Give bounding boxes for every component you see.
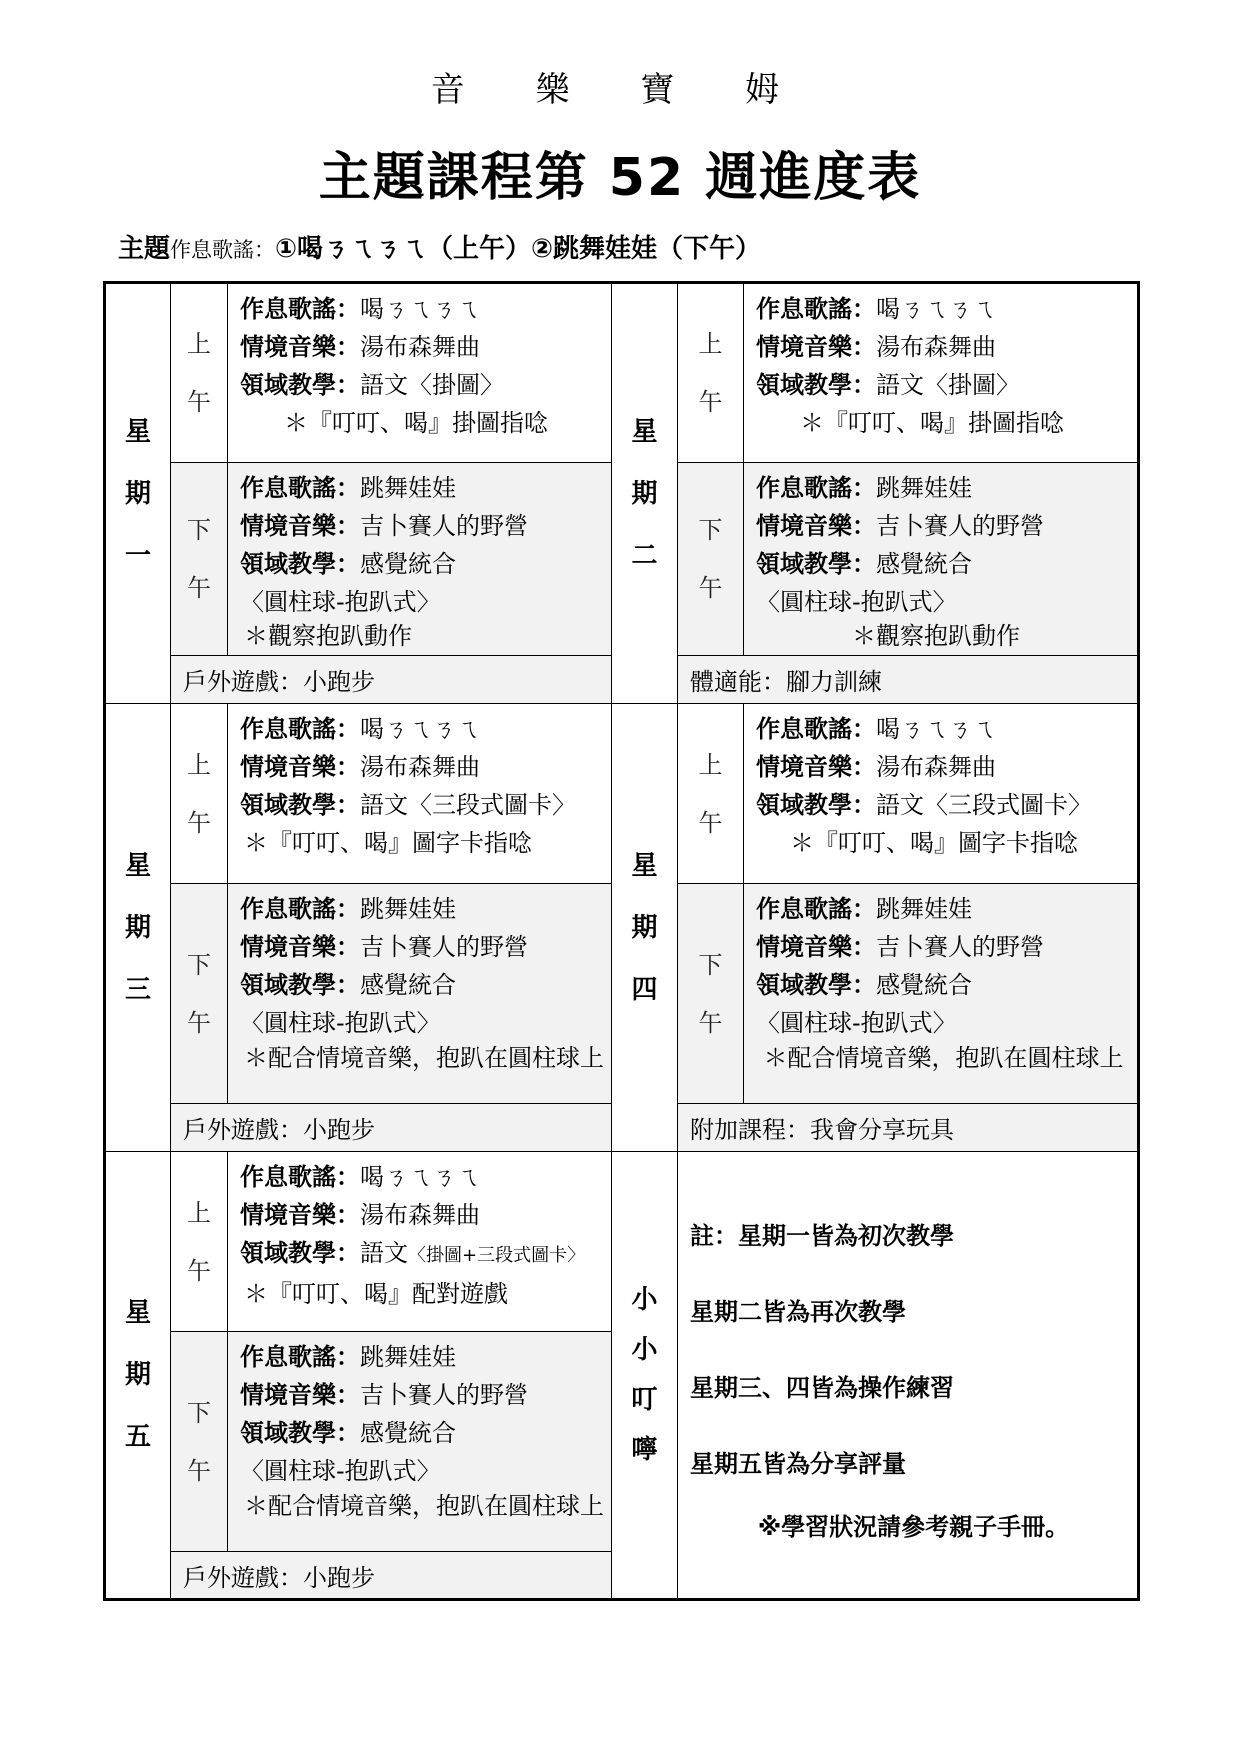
pm-label: 下 午: [171, 884, 228, 1104]
mon-pm-content: 作息歌謠：跳舞娃娃 情境音樂：吉卜賽人的野營 領域教學：感覺統合 〈圓柱球-抱趴式〉 ＊觀察抱趴動作: [228, 463, 612, 656]
wed-extra-activity: 戶外遊戲：小跑步: [171, 1104, 612, 1152]
reminder-notes: 註：星期一皆為初次教學 星期二皆為再次教學 星期三、四皆為操作練習 星期五皆為分享評量 ※學習狀況請參考親子手冊。: [678, 1152, 1139, 1600]
thu-extra-activity: 附加課程：我會分享玩具: [678, 1104, 1139, 1152]
tue-pm-content: 作息歌謠：跳舞娃娃 情境音樂：吉卜賽人的野營 領域教學：感覺統合 〈圓柱球-抱趴式〉 ＊觀察抱趴動作: [744, 463, 1139, 656]
pm-label: 下 午: [678, 884, 744, 1104]
school-name: 音 樂 寶 姆: [430, 70, 810, 110]
subtitle-label: 作息歌謠：: [170, 238, 276, 262]
am-label: 上 午: [678, 283, 744, 463]
subtitle-prefix: 主題: [118, 234, 171, 264]
schedule-table: [103, 281, 1140, 1601]
wed-pm-content: 作息歌謠：跳舞娃娃 情境音樂：吉卜賽人的野營 領域教學：感覺統合 〈圓柱球-抱趴式〉 ＊配合情境音樂，抱趴在圓柱球上: [228, 884, 612, 1104]
day-label-wed: 星 期 三: [105, 704, 171, 1152]
wed-am-content: 作息歌謠：喝ㄋㄟㄋㄟ 情境音樂：湯布森舞曲 領域教學：語文〈三段式圖卡〉 ＊『叮叮、喝』圖字卡指唸: [228, 704, 612, 884]
day-label-mon: 星 期 一: [105, 283, 171, 704]
thu-pm-content: 作息歌謠：跳舞娃娃 情境音樂：吉卜賽人的野營 領域教學：感覺統合 〈圓柱球-抱趴式〉 ＊配合情境音樂，抱趴在圓柱球上: [744, 884, 1139, 1104]
pm-label: 下 午: [171, 1332, 228, 1552]
tue-am-content: 作息歌謠：喝ㄋㄟㄋㄟ 情境音樂：湯布森舞曲 領域教學：語文〈掛圖〉 ＊『叮叮、喝』掛圖指唸: [744, 283, 1139, 463]
fri-am-content: 作息歌謠：喝ㄋㄟㄋㄟ 情境音樂：湯布森舞曲 領域教學：語文〈掛圖+三段式圖卡〉 ＊『叮叮、喝』配對遊戲: [228, 1152, 612, 1332]
fri-extra-activity: 戶外遊戲：小跑步: [171, 1552, 612, 1600]
pm-label: 下 午: [678, 463, 744, 656]
reminder-label: 小 小 叮 嚀: [612, 1152, 678, 1600]
row-fri-am: [105, 1152, 1139, 1332]
am-label: 上 午: [678, 704, 744, 884]
pm-label: 下 午: [171, 463, 228, 656]
am-label: 上 午: [171, 283, 228, 463]
mon-am-content: 作息歌謠：喝ㄋㄟㄋㄟ 情境音樂：湯布森舞曲 領域教學：語文〈掛圖〉 ＊『叮叮、喝』掛圖指唸: [228, 283, 612, 463]
theme-subtitle: [118, 228, 761, 265]
page-title: 主題課程第 52 週進度表: [318, 148, 922, 208]
tue-extra-activity: 體適能：腳力訓練: [678, 656, 1139, 704]
day-label-tue: 星 期 二: [612, 283, 678, 704]
am-label: 上 午: [171, 1152, 228, 1332]
mon-extra-activity: 戶外遊戲：小跑步: [171, 656, 612, 704]
day-label-fri: 星 期 五: [105, 1152, 171, 1600]
day-label-thu: 星 期 四: [612, 704, 678, 1152]
row-wed-thu-am: [105, 704, 1139, 884]
subtitle-value: ①喝ㄋㄟㄋㄟ（上午）②跳舞娃娃（下午）: [275, 234, 762, 264]
fri-pm-content: 作息歌謠：跳舞娃娃 情境音樂：吉卜賽人的野營 領域教學：感覺統合 〈圓柱球-抱趴式〉 ＊配合情境音樂，抱趴在圓柱球上: [228, 1332, 612, 1552]
am-label: 上 午: [171, 704, 228, 884]
row-mon-tue-am: [105, 283, 1139, 463]
thu-am-content: 作息歌謠：喝ㄋㄟㄋㄟ 情境音樂：湯布森舞曲 領域教學：語文〈三段式圖卡〉 ＊『叮叮、喝』圖字卡指唸: [744, 704, 1139, 884]
